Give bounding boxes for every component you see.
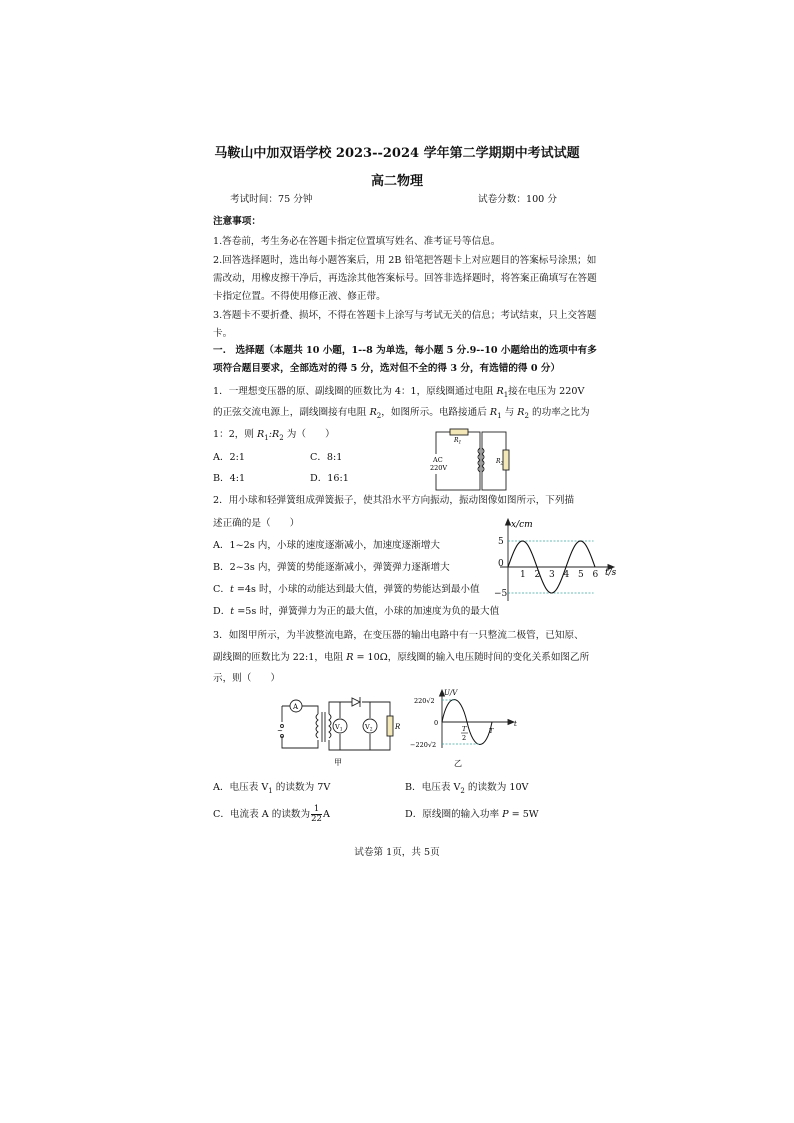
q1-option-a: A．2:1 [213, 452, 245, 463]
q3-figure-a-label: 甲 [334, 758, 342, 767]
q1-l2-c: 与 [501, 407, 518, 418]
q1-r1-sub: 1 [503, 390, 509, 399]
q1-r1-sub-b: 1 [497, 411, 502, 420]
section1-line1: 一. 选择题（本题共 10 小题，1--8 为单选，每小题 5 分.9--10 小题给出的选项中有多 [213, 345, 597, 356]
q2-xtick-1: 1 [520, 570, 526, 580]
full-score: 试卷分数：100 分 [478, 194, 557, 205]
q3-source-symbol: ~ [277, 727, 283, 735]
q2-xtick-5: 5 [578, 570, 584, 580]
q1-line1 [213, 386, 584, 401]
q1-fig-voltage: 220V [430, 464, 448, 472]
q3-opt-a-b: 的读数为 7V [272, 782, 331, 793]
q1-ratio-sub1: 1 [264, 433, 269, 442]
q1-option-b: B．4:1 [213, 473, 246, 484]
q3b-t-axis: t [514, 720, 517, 728]
q2-option-a: A．1~2s 内，小球的速度逐渐减小，加速度逐渐增大 [213, 540, 441, 551]
q2-ytick-2: −5 [494, 589, 508, 599]
q1-line2 [213, 407, 590, 422]
q1-transformer-figure [424, 428, 524, 496]
q2-vibration-chart [494, 515, 622, 605]
q2-xlabel: t/s [605, 568, 617, 578]
q1-ratio-r1: R [257, 429, 265, 440]
note-3b: 卡。 [213, 328, 233, 339]
q3-figure-b [410, 686, 526, 770]
q2-ytick-1: 0 [498, 559, 504, 569]
q2-xtick-2: 2 [534, 570, 541, 580]
q3-opt-d-a: D．原线圈的输入功率 [405, 809, 503, 820]
notes-heading: 注意事项： [213, 216, 261, 227]
q3-opt-c-den: 22 [311, 814, 322, 824]
q3-line2 [213, 652, 589, 664]
q3-opt-b-a: B．电压表 V [405, 782, 461, 793]
q1-fig-r1: $R_1$ [454, 437, 462, 446]
note-2a: 2.回答选择题时，选出每小题答案后，用 2B 铅笔把答题卡上对应题目的答案标号涂黑；如 [213, 255, 597, 266]
q3-opt-c-b: A [322, 809, 330, 820]
q3-option-b [405, 782, 529, 797]
note-1: 1.答卷前，考生务必在答题卡指定位置填写姓名、准考证号等信息。 [213, 236, 501, 247]
q1-option-d: D．16:1 [310, 473, 349, 484]
q3-figure-b-label: 乙 [454, 759, 462, 768]
q1-line3 [213, 429, 335, 444]
q3b-half-t-num: T [462, 725, 467, 733]
q2-option-d [213, 606, 499, 618]
exam-time: 考试时间：75 分钟 [230, 194, 313, 205]
q1-ratio-mid: :R [268, 429, 280, 440]
q2-opt-c-t: t [229, 584, 234, 595]
q3-opt-d-b: = 5W [508, 809, 539, 820]
q3b-ylabel: U/V [444, 689, 458, 697]
q2-xtick-3: 3 [549, 570, 555, 580]
note-2c: 卡指定位置。不得使用修正液、修正带。 [213, 291, 386, 302]
q3-opt-b-b: 的读数为 10V [464, 782, 529, 793]
q3-option-a [213, 782, 330, 797]
q1-option-c: C．8:1 [310, 452, 343, 463]
q1-l2-a: 的正弦交流电源上，副线圈接有电阻 [213, 407, 370, 418]
q3b-pos-label: 220√2 [414, 697, 435, 705]
q3-l2-a: 副线圈的匝数比为 22:1，电阻 [213, 652, 347, 663]
q3-opt-a-sub: 1 [268, 786, 273, 795]
q1-fig-ac: AC [433, 456, 443, 464]
q1-l1-a: 1．一理想变压器的原、副线圈的匝数比为 4：1，原线圈通过电阻 [213, 386, 497, 397]
q3b-full-t: T [489, 727, 494, 735]
q3-l2-b: = 10Ω，原线圈的输入电压随时间的变化关系如图乙所 [353, 652, 590, 663]
note-3a: 3.答题卡不要折叠、损坏，不得在答题卡上涂写与考试无关的信息；考试结束，只上交答题 [213, 310, 597, 321]
q1-l2-b: ，如图所示。电路接通后 [381, 407, 490, 418]
q1-l3-b: 为（ ） [283, 429, 335, 440]
q2-opt-c-b: =4s 时，小球的动能达到最大值，弹簧的势能达到最小值 [233, 584, 480, 595]
q2-xtick-4: 4 [563, 570, 570, 580]
q1-fig-r2: $R_2$ [496, 458, 504, 467]
q3b-zero-label: 0 [434, 719, 439, 727]
q2-y-arrow [506, 519, 511, 525]
q3-option-c [213, 803, 330, 827]
q3-opt-d-p: P [502, 809, 509, 820]
q1-l3-a: 1：2，则 [213, 429, 258, 440]
q3-r-label: R [395, 723, 401, 731]
q3-opt-c-fraction [311, 805, 322, 824]
subject-title: 高二物理 [370, 174, 423, 189]
note-2b: 需改动，用橡皮擦干净后，再选涂其他答案标号。回答非选择题时，将答案正确填写在答题 [213, 273, 597, 284]
exam-title: 马鞍山中加双语学校 2023--2024 学年第二学期期中考试试题 [214, 146, 580, 161]
q2-ylabel: x/cm [511, 520, 533, 530]
q1-r2-resistor [503, 450, 509, 470]
q3-ammeter-label: A [293, 703, 299, 711]
q1-r1-resistor [450, 429, 468, 435]
q3-secondary-coil [329, 714, 331, 738]
q2-opt-c-a: C． [213, 584, 230, 595]
q1-ratio-sub2: 2 [279, 433, 284, 442]
q2-xtick-6: 6 [592, 570, 599, 580]
q1-r1: R [496, 386, 504, 397]
q3-opt-c-a: C．电流表 A 的读数为 [213, 809, 311, 820]
q2-option-c [213, 584, 480, 596]
q1-l2-d: 的功率之比为 [528, 407, 590, 418]
q3-figure-a [274, 692, 404, 768]
q3-v2-label: $V_2$ [365, 723, 373, 733]
q3-resistor-r [387, 716, 393, 736]
q2-opt-d-b: =5s 时，弹簧弹力为正的最大值，小球的加速度为负的最大值 [234, 606, 500, 617]
q1-r2: R [369, 407, 377, 418]
q1-r2-b: R [517, 407, 525, 418]
q2-line2: 述正确的是（ ） [213, 518, 300, 529]
q3-diode-triangle [352, 698, 360, 706]
q2-line1: 2．用小球和轻弹簧组成弹簧振子，使其沿水平方向振动，振动图像如图所示，下列描 [213, 495, 575, 506]
q3-opt-c-num: 1 [311, 805, 322, 815]
q3-option-d [405, 809, 539, 821]
q2-ytick-0: 5 [498, 537, 504, 547]
q3-primary-coil [316, 714, 318, 738]
q3b-half-t-den: 2 [462, 734, 467, 742]
page-footer: 试卷第 1页，共 5页 [354, 847, 440, 858]
q3-primary-wires [282, 706, 318, 748]
q3-line3: 示，则（ ） [213, 673, 281, 684]
q2-option-b: B．2~3s 内，弹簧的势能逐渐减小，弹簧弹力逐渐增大 [213, 562, 450, 573]
q3-opt-a-a: A．电压表 V [213, 782, 269, 793]
section1-line2: 项符合题目要求，全部选对的得 5 分，选对但不全的得 3 分，有选错的得 0 分） [213, 363, 561, 374]
q1-r2-sub: 2 [376, 411, 382, 420]
q1-r2-sub-b: 2 [524, 411, 529, 420]
q3-v1-label: $V_1$ [335, 723, 343, 733]
q3-opt-b-sub: 2 [460, 786, 465, 795]
q2-opt-d-a: D． [213, 606, 231, 617]
q3-line1: 3．如图甲所示，为半波整流电路，在变压器的输出电路中有一只整流二极管，已知原、 [213, 630, 584, 641]
q3b-neg-label: −220√2 [410, 741, 437, 749]
q2-opt-d-t: t [230, 606, 235, 617]
q1-r1-b: R [489, 407, 498, 418]
q3-l2-r: R [346, 652, 354, 663]
q1-l1-b: 接在电压为 220V [508, 386, 585, 397]
